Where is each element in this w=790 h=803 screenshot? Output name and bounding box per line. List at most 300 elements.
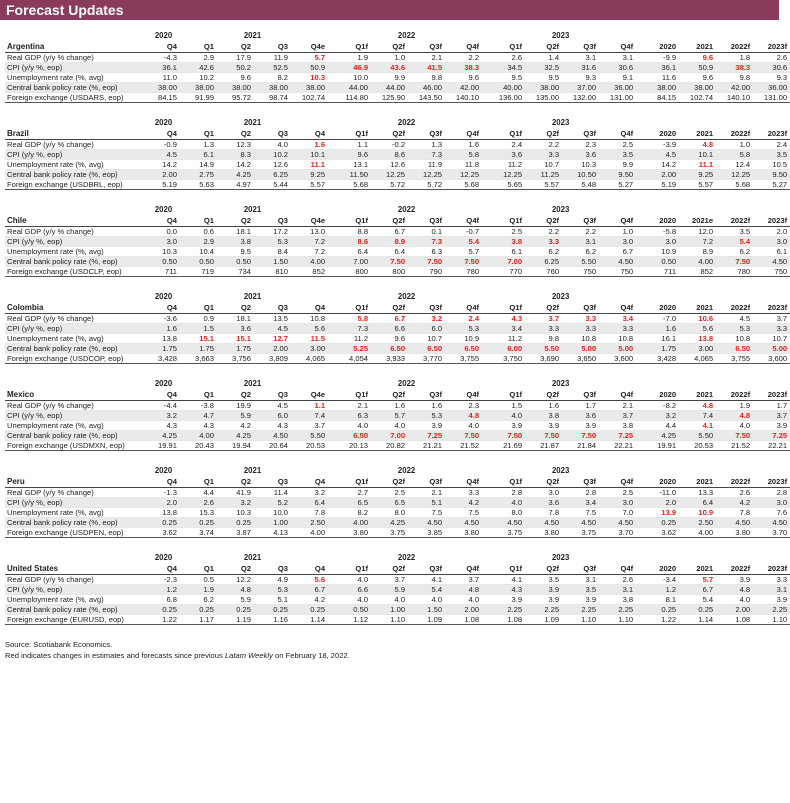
quarterly-value: 3.0 (599, 237, 636, 247)
indicator-label: CPI (y/y %, eop) (5, 585, 150, 595)
quarterly-value: 8.4 (254, 247, 291, 257)
annual-value: 10.1 (679, 150, 716, 160)
indicator-label: Central bank policy rate (%, eop) (5, 431, 150, 441)
indicator-label: Unemployment rate (%, avg) (5, 247, 150, 257)
year-header-row (5, 30, 790, 41)
quarterly-value: 3.3 (599, 324, 636, 334)
quarterly-value: 3.85 (408, 528, 445, 538)
annual-label: 2022f (716, 215, 753, 227)
quarter-label: Q3f (408, 389, 445, 401)
annual-value: 7.50 (716, 257, 753, 267)
quarterly-value: 790 (408, 267, 445, 277)
quarterly-value: 5.6 (291, 324, 328, 334)
quarterly-value: 0.25 (150, 605, 180, 615)
quarter-label: Q4f (599, 389, 636, 401)
indicator-label: Foreign exchange (USDCOP, eop) (5, 354, 150, 364)
annual-value: 102.74 (679, 93, 716, 103)
quarterly-value: 3.4 (488, 324, 525, 334)
quarter-label: Q4f (445, 563, 482, 575)
quarter-label: Q1 (180, 128, 217, 140)
year-header-spacer (5, 552, 150, 563)
indicator-row (5, 421, 790, 431)
quarterly-value: 10.0 (254, 508, 291, 518)
quarterly-value: 1.0 (599, 227, 636, 237)
annual-value: 9.50 (753, 170, 790, 180)
quarter-label: Q1 (180, 389, 217, 401)
quarterly-value: -4.4 (150, 401, 180, 411)
quarterly-value: 21.52 (445, 441, 482, 451)
annual-value: 4.00 (679, 528, 716, 538)
quarterly-value: 4.0 (488, 411, 525, 421)
quarterly-value: 2.8 (562, 488, 599, 498)
annual-value: 4.4 (642, 421, 679, 431)
quarter-label: Q4f (445, 302, 482, 314)
annual-value: 3.62 (642, 528, 679, 538)
quarter-label: Q4 (291, 476, 328, 488)
quarterly-value: 3,663 (180, 354, 217, 364)
quarterly-value: 5.3 (408, 411, 445, 421)
quarter-label: Q4f (599, 215, 636, 227)
quarterly-value: 2.1 (334, 401, 371, 411)
quarterly-value: 5.1 (254, 595, 291, 605)
quarterly-value: 2.3 (562, 140, 599, 150)
annual-value: 4.50 (753, 257, 790, 267)
country-name: Chile (5, 215, 150, 227)
forecast-table (5, 204, 790, 277)
quarterly-value: 41.9 (217, 488, 254, 498)
quarter-label: Q2f (525, 476, 562, 488)
indicator-label: Foreign exchange (EURUSD, eop) (5, 615, 150, 625)
quarterly-value: 1.00 (254, 518, 291, 528)
indicator-row (5, 227, 790, 237)
forecast-table (5, 552, 790, 625)
quarterly-value: 0.6 (180, 227, 217, 237)
quarterly-value: 10.0 (334, 73, 371, 83)
annual-value: 3,600 (753, 354, 790, 364)
quarterly-value: 1.5 (180, 324, 217, 334)
quarterly-value: 5.3 (254, 237, 291, 247)
year-header-spacer (642, 378, 790, 389)
quarterly-value: 1.00 (371, 605, 408, 615)
quarterly-value: 6.0 (254, 411, 291, 421)
quarterly-value: 2.5 (599, 140, 636, 150)
quarterly-value: 11.8 (445, 160, 482, 170)
year-header: 2022 (397, 379, 416, 388)
quarterly-value: 3.9 (525, 585, 562, 595)
quarterly-value: 2.6 (488, 53, 525, 63)
annual-value: -8.2 (642, 401, 679, 411)
annual-value: 2.6 (753, 53, 790, 63)
red-note-publication: Latam Weekly (224, 651, 273, 660)
quarterly-value: 7.00 (488, 257, 525, 267)
quarterly-value: 2.00 (254, 344, 291, 354)
quarterly-value: 1.22 (150, 615, 180, 625)
quarter-label: Q2 (217, 389, 254, 401)
annual-value: 3.9 (753, 595, 790, 605)
quarterly-value: 3,600 (599, 354, 636, 364)
quarterly-value: 3.7 (291, 421, 328, 431)
quarter-label: Q3f (562, 41, 599, 53)
annual-value: 1.6 (642, 324, 679, 334)
annual-value: 12.25 (716, 170, 753, 180)
quarterly-value: 10.7 (408, 334, 445, 344)
quarterly-value: 5.50 (291, 431, 328, 441)
quarterly-value: 3.2 (408, 314, 445, 324)
quarterly-value: 7.0 (599, 508, 636, 518)
quarter-label: Q2f (525, 128, 562, 140)
quarterly-value: 1.6 (408, 401, 445, 411)
quarterly-value: 12.2 (217, 575, 254, 585)
quarter-label: Q2f (525, 563, 562, 575)
annual-value: 22.21 (753, 441, 790, 451)
quarterly-value: 8.9 (371, 237, 408, 247)
quarterly-value: 0.50 (150, 257, 180, 267)
quarterly-value: 750 (599, 267, 636, 277)
year-header: 2021 (243, 31, 262, 40)
indicator-label: Real GDP (y/y % change) (5, 227, 150, 237)
indicator-row (5, 334, 790, 344)
quarterly-value: 4.0 (371, 595, 408, 605)
quarterly-value: 6.1 (180, 150, 217, 160)
quarter-label: Q3 (254, 302, 291, 314)
quarterly-value: 711 (150, 267, 180, 277)
quarterly-value: 19.9 (217, 401, 254, 411)
annual-value: 3.1 (753, 585, 790, 595)
indicator-row (5, 257, 790, 267)
year-header: 2023 (551, 118, 570, 127)
quarterly-value: 9.50 (599, 170, 636, 180)
annual-value: 3,428 (642, 354, 679, 364)
quarterly-value: 5.4 (445, 237, 482, 247)
annual-value: 5.4 (679, 595, 716, 605)
quarterly-value: 11.50 (334, 170, 371, 180)
annual-value: 4,065 (679, 354, 716, 364)
year-header: 2020 (154, 31, 173, 40)
quarterly-value: 3.80 (445, 528, 482, 538)
forecast-table (5, 378, 790, 451)
quarterly-value: 1.1 (291, 401, 328, 411)
year-header: 2020 (154, 205, 173, 214)
quarterly-value: 3.5 (599, 150, 636, 160)
source-note: Source: Scotiabank Economics. (5, 640, 113, 649)
quarterly-value: 3.6 (562, 411, 599, 421)
quarterly-value: 6.4 (291, 498, 328, 508)
quarterly-value: 5.8 (445, 150, 482, 160)
quarterly-value: 7.50 (562, 431, 599, 441)
annual-value: 1.10 (753, 615, 790, 625)
quarterly-value: 3.0 (599, 498, 636, 508)
annual-value: 4.50 (753, 518, 790, 528)
quarter-label: Q2f (525, 302, 562, 314)
quarterly-value: 20.43 (180, 441, 217, 451)
annual-value: 4.0 (716, 421, 753, 431)
annual-label: 2021 (679, 476, 716, 488)
annual-value: 38.00 (679, 83, 716, 93)
annual-value: 12.4 (716, 160, 753, 170)
quarterly-value: 3.8 (217, 237, 254, 247)
quarterly-value: 10.2 (254, 150, 291, 160)
indicator-row (5, 180, 790, 190)
year-header-spacer (5, 204, 150, 215)
quarterly-value: 3.75 (371, 528, 408, 538)
quarterly-value: 1.50 (254, 257, 291, 267)
quarterly-value: 6.2 (525, 247, 562, 257)
country-block (5, 291, 788, 364)
year-header: 2021 (243, 118, 262, 127)
quarterly-value: 4.3 (488, 585, 525, 595)
annual-value: 3.00 (679, 344, 716, 354)
quarter-label: Q1 (180, 215, 217, 227)
quarterly-value: 1.08 (445, 615, 482, 625)
quarterly-value: 3.9 (488, 421, 525, 431)
annual-value: 711 (642, 267, 679, 277)
quarterly-value: 3.6 (562, 150, 599, 160)
quarterly-value: 4.50 (408, 518, 445, 528)
quarterly-value: 6.7 (599, 247, 636, 257)
quarterly-value: 4.3 (254, 421, 291, 431)
quarterly-value: 3,756 (217, 354, 254, 364)
annual-label: 2022f (716, 128, 753, 140)
quarterly-value: 34.5 (488, 63, 525, 73)
quarterly-value: 4.3 (488, 314, 525, 324)
year-header: 2021 (243, 466, 262, 475)
quarterly-value: 2.25 (525, 605, 562, 615)
quarterly-value: 4.0 (334, 575, 371, 585)
indicator-row (5, 518, 790, 528)
quarterly-value: 2.3 (445, 401, 482, 411)
quarterly-value: 11.9 (408, 160, 445, 170)
quarterly-value: 5.9 (371, 585, 408, 595)
quarterly-value: 98.74 (254, 93, 291, 103)
quarterly-value: 9.6 (445, 73, 482, 83)
quarterly-value: 4.13 (254, 528, 291, 538)
quarter-label: Q2 (217, 128, 254, 140)
quarterly-value: 4.50 (599, 518, 636, 528)
country-name: Colombia (5, 302, 150, 314)
indicator-row (5, 575, 790, 585)
quarterly-value: 5.27 (599, 180, 636, 190)
country-block (5, 117, 788, 190)
quarterly-value: 1.2 (150, 585, 180, 595)
quarter-label: Q4f (445, 41, 482, 53)
quarterly-value: 4.5 (254, 401, 291, 411)
annual-value: 7.8 (716, 508, 753, 518)
indicator-row (5, 528, 790, 538)
quarterly-value: 11.2 (334, 334, 371, 344)
quarterly-value: 31.6 (562, 63, 599, 73)
annual-value: 140.10 (716, 93, 753, 103)
annual-label: 2021 (679, 389, 716, 401)
quarterly-value: 3.9 (562, 595, 599, 605)
annual-value: 5.4 (716, 237, 753, 247)
quarterly-value: 4.9 (254, 575, 291, 585)
quarter-label: Q1f (334, 41, 371, 53)
annual-value: -7.0 (642, 314, 679, 324)
annual-value: 4.5 (716, 314, 753, 324)
annual-value: 6.2 (716, 247, 753, 257)
quarterly-value: 4.2 (291, 595, 328, 605)
quarter-label: Q4f (599, 128, 636, 140)
indicator-label: Central bank policy rate (%, eop) (5, 605, 150, 615)
country-block (5, 378, 788, 451)
annual-value: 30.6 (753, 63, 790, 73)
annual-label: 2021 (679, 128, 716, 140)
annual-label: 2020 (642, 389, 679, 401)
year-header-row (5, 117, 790, 128)
annual-value: 10.7 (753, 334, 790, 344)
quarter-label: Q3f (562, 389, 599, 401)
year-header: 2022 (397, 31, 416, 40)
quarterly-value: 6.50 (445, 344, 482, 354)
indicator-row (5, 344, 790, 354)
quarterly-value: 40.00 (488, 83, 525, 93)
year-header: 2022 (397, 466, 416, 475)
quarterly-value: 15.1 (180, 334, 217, 344)
quarterly-value: 0.50 (180, 257, 217, 267)
quarterly-value: 3.2 (150, 411, 180, 421)
quarter-label: Q3 (254, 41, 291, 53)
indicator-label: Real GDP (y/y % change) (5, 401, 150, 411)
quarterly-value: 4.25 (150, 431, 180, 441)
indicator-row (5, 324, 790, 334)
quarterly-value: -3.6 (150, 314, 180, 324)
quarterly-value: 11.0 (150, 73, 180, 83)
indicator-label: Foreign exchange (USDARS, eop) (5, 93, 150, 103)
annual-value: 852 (679, 267, 716, 277)
quarterly-value: 7.50 (408, 257, 445, 267)
quarterly-value: 6.25 (525, 257, 562, 267)
year-header: 2023 (551, 292, 570, 301)
quarter-label: Q2f (371, 389, 408, 401)
annual-value: 1.75 (642, 344, 679, 354)
quarterly-value: 30.6 (599, 63, 636, 73)
annual-value: 11.6 (642, 73, 679, 83)
quarterly-value: -4.3 (150, 53, 180, 63)
quarter-label: Q1f (488, 302, 525, 314)
quarter-label: Q4 (291, 563, 328, 575)
annual-value: 3.70 (753, 528, 790, 538)
quarterly-value: 2.1 (408, 53, 445, 63)
quarterly-value: 5.68 (334, 180, 371, 190)
quarterly-value: 9.9 (599, 160, 636, 170)
indicator-row (5, 595, 790, 605)
quarterly-value: 3.4 (599, 314, 636, 324)
quarterly-value: 12.25 (371, 170, 408, 180)
quarter-label: Q2f (525, 215, 562, 227)
quarter-label: Q3f (408, 128, 445, 140)
quarterly-value: 6.3 (334, 411, 371, 421)
quarter-label: Q3f (562, 302, 599, 314)
year-header-spacer (5, 291, 150, 302)
quarterly-value: 3.74 (180, 528, 217, 538)
annual-value: 3.5 (753, 150, 790, 160)
annual-label: 2020 (642, 215, 679, 227)
quarterly-value: 6.6 (371, 324, 408, 334)
quarterly-value: 852 (291, 267, 328, 277)
indicator-label: Central bank policy rate (%, eop) (5, 344, 150, 354)
annual-value: 4.25 (642, 431, 679, 441)
annual-label: 2022f (716, 563, 753, 575)
quarter-label: Q3 (254, 128, 291, 140)
annual-value: 3.9 (753, 421, 790, 431)
quarterly-value: 3,770 (408, 354, 445, 364)
forecast-table (5, 117, 790, 190)
annual-value: 10.9 (679, 508, 716, 518)
annual-value: 6.50 (716, 344, 753, 354)
quarterly-value: 3.7 (525, 314, 562, 324)
quarterly-value: 6.1 (488, 247, 525, 257)
annual-label: 2020 (642, 302, 679, 314)
year-header: 2021 (243, 553, 262, 562)
quarterly-value: 7.50 (371, 257, 408, 267)
annual-value: 3.3 (753, 324, 790, 334)
indicator-label: Foreign exchange (USDMXN, eop) (5, 441, 150, 451)
annual-value: 7.25 (753, 431, 790, 441)
quarterly-value: 4.8 (217, 585, 254, 595)
quarter-label: Q2f (525, 389, 562, 401)
quarterly-value: 7.4 (291, 411, 328, 421)
quarterly-value: 750 (562, 267, 599, 277)
quarter-label: Q3f (562, 563, 599, 575)
annual-label: 2022f (716, 476, 753, 488)
indicator-row (5, 83, 790, 93)
quarterly-value: 9.8 (525, 334, 562, 344)
quarterly-value: 3.6 (525, 498, 562, 508)
annual-value: 1.9 (716, 401, 753, 411)
annual-value: 1.14 (679, 615, 716, 625)
quarter-label: Q3f (408, 215, 445, 227)
quarterly-value: 17.2 (254, 227, 291, 237)
quarterly-value: 4,054 (334, 354, 371, 364)
quarterly-value: 5.7 (371, 411, 408, 421)
quarter-label: Q4f (445, 389, 482, 401)
quarterly-value: 4.97 (217, 180, 254, 190)
annual-value: 6.4 (679, 498, 716, 508)
quarterly-value: 4.0 (254, 140, 291, 150)
quarterly-value: 44.00 (371, 83, 408, 93)
quarterly-value: 1.10 (562, 615, 599, 625)
quarterly-value: 131.00 (599, 93, 636, 103)
quarterly-value: 4.8 (445, 411, 482, 421)
quarterly-value: 3,690 (525, 354, 562, 364)
quarter-label: Q4f (599, 476, 636, 488)
quarterly-value: 10.3 (291, 73, 328, 83)
quarterly-value: 2.5 (599, 488, 636, 498)
quarterly-value: 10.3 (562, 160, 599, 170)
annual-value: 4.8 (679, 401, 716, 411)
quarterly-value: 3.80 (525, 528, 562, 538)
quarter-label: Q3 (254, 389, 291, 401)
quarterly-value: 10.8 (599, 334, 636, 344)
annual-value: 4.2 (716, 498, 753, 508)
quarterly-value: 2.2 (445, 53, 482, 63)
quarterly-value: 3.1 (562, 53, 599, 63)
annual-label: 2023f (753, 128, 790, 140)
quarterly-value: 2.25 (599, 605, 636, 615)
quarterly-value: 6.2 (180, 595, 217, 605)
quarterly-value: 3.9 (408, 421, 445, 431)
indicator-label: Unemployment rate (%, avg) (5, 508, 150, 518)
indicator-row (5, 160, 790, 170)
quarterly-value: 3,750 (488, 354, 525, 364)
year-header: 2023 (551, 31, 570, 40)
quarterly-value: 3.3 (445, 488, 482, 498)
quarterly-value: 4.25 (371, 518, 408, 528)
quarter-label: Q1f (488, 563, 525, 575)
quarterly-value: 12.6 (254, 160, 291, 170)
annual-label: 2020 (642, 128, 679, 140)
quarterly-value: 2.2 (525, 227, 562, 237)
